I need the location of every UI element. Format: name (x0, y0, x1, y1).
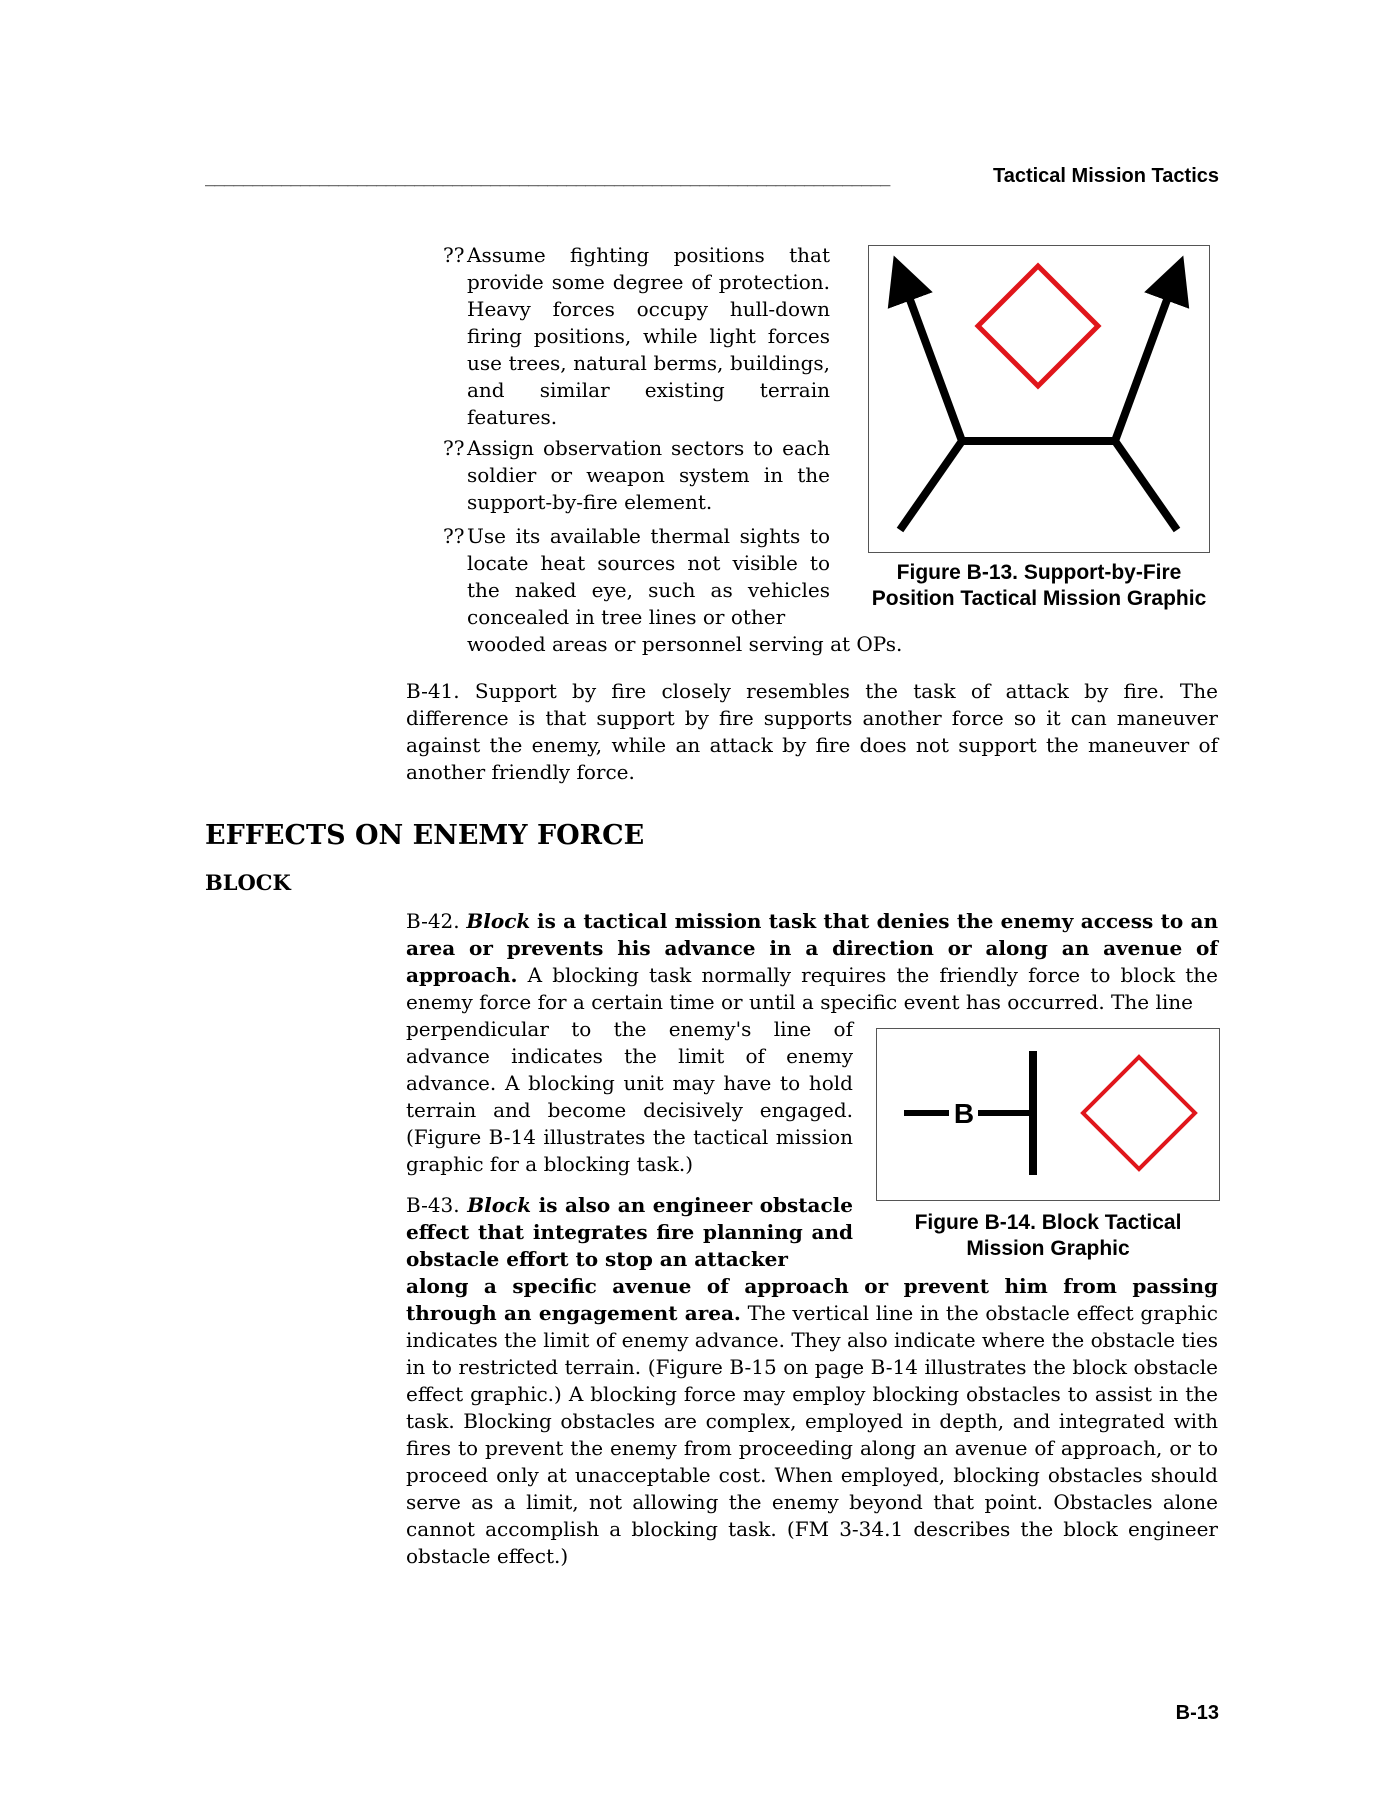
right-leg (1115, 441, 1177, 530)
block-graphic (877, 1029, 1221, 1202)
bullet-text: wooded areas or personnel serving at OPs. (467, 632, 903, 656)
bullet-text: Assign observation sectors to each soldier or weapon system in the support-by-fire element. (467, 436, 830, 514)
bullet-text: Assume fighting positions that provide some degree of protection. Heavy forces occupy hull-down firing positions, while light forces use trees, natural berms, buildings, and similar existing terrain features. (467, 243, 830, 429)
caption-line: Mission Graphic (966, 1237, 1130, 1260)
enemy-diamond (1083, 1057, 1195, 1169)
caption-line: Figure B-14. Block Tactical (914, 1211, 1182, 1234)
bullet-item (443, 523, 830, 631)
bullet-item (443, 435, 830, 516)
bullet-text: Use its available thermal sights to locate heat sources not visible to the naked eye, such as vehicles concealed in tree lines or other (467, 524, 830, 629)
bullet-marker: ?? (443, 243, 465, 267)
para-body: A blocking task normally requires the friendly force to block the enemy force for a certain time or until a specific event has occurred. The line (406, 963, 1218, 1014)
support-by-fire-graphic (869, 246, 1211, 554)
bullet-marker: ?? (443, 436, 465, 460)
left-arrow-line (902, 278, 962, 441)
block-label: B (953, 1098, 975, 1129)
para-body: The vertical line in the obstacle effect graphic indicates the limit of enemy advance. They also indicate where the obstacle ties in to restricted terrain. (Figure B-15 on page B-14 illustrates the block obstacle effect graphic.) A blocking force may employ blocking obstacles to assist in the task. Blocking obstacles are complex, employed in depth, and integrated with fires to prevent the enemy from proceeding along an avenue of approach, or to proceed only at unacceptable cost. When employed, blocking obstacles should serve as a limit, not allowing the enemy beyond that point. Obstacles alone cannot accomplish a blocking task. (FM 3-34.1 describes the block engineer obstacle effect.) (406, 1301, 1218, 1568)
figure-b14-frame (876, 1028, 1220, 1201)
defined-term: Block (467, 1193, 532, 1217)
figure-b14-caption (876, 1210, 1220, 1262)
definition-text: along a specific avenue of approach or prevent him from passing through an engagement area. (406, 1274, 1218, 1325)
paragraph-b41: B-41. Support by fire closely resembles the task of attack by fire. The difference is that support by fire supports another force so it can maneuver against the enemy, while an attack by fire does not support the maneuver of another friendly force. (406, 679, 1218, 784)
bullet-item (443, 242, 830, 431)
paragraph-b43 (406, 1192, 853, 1273)
bullet-marker: ?? (443, 524, 465, 548)
defined-term: Block (466, 909, 531, 933)
running-header-title: Tactical Mission Tactics (992, 165, 1219, 187)
para-number: B-43. (406, 1193, 460, 1217)
figure-b13-frame (868, 245, 1210, 553)
definition-text: is also an engineer obstacle effect that integrates fire planning and obstacle effort to stop an attacker (406, 1193, 853, 1271)
paragraph-b42 (406, 908, 1218, 1016)
section-heading: EFFECTS ON ENEMY FORCE (205, 820, 645, 851)
paragraph-b42-continued: perpendicular to the enemy's line of advance indicates the limit of enemy advance. A blocking unit may have to hold terrain and become decisively engaged. (Figure B-14 illustrates the tactical mission graphic for a blocking task.) (406, 1017, 853, 1176)
left-leg (900, 441, 962, 530)
paragraph-b43-continued (406, 1273, 1218, 1570)
definition-text: is a tactical mission task that denies the enemy access to an area or prevents his advance in a direction or along an avenue of approach. (406, 909, 1219, 987)
right-arrow-line (1115, 278, 1175, 441)
caption-line: Position Tactical Mission Graphic (871, 587, 1207, 610)
bullet-item-continuation (467, 631, 907, 658)
enemy-diamond (978, 266, 1098, 386)
para-number: B-42. (406, 909, 460, 933)
figure-b13-caption (855, 560, 1223, 612)
page-number: B-13 (1175, 1702, 1219, 1724)
header-rule: ________________________________________________________________________ (205, 168, 890, 188)
subheading-block: BLOCK (205, 870, 291, 895)
caption-line: Figure B-13. Support-by-Fire (896, 561, 1182, 584)
